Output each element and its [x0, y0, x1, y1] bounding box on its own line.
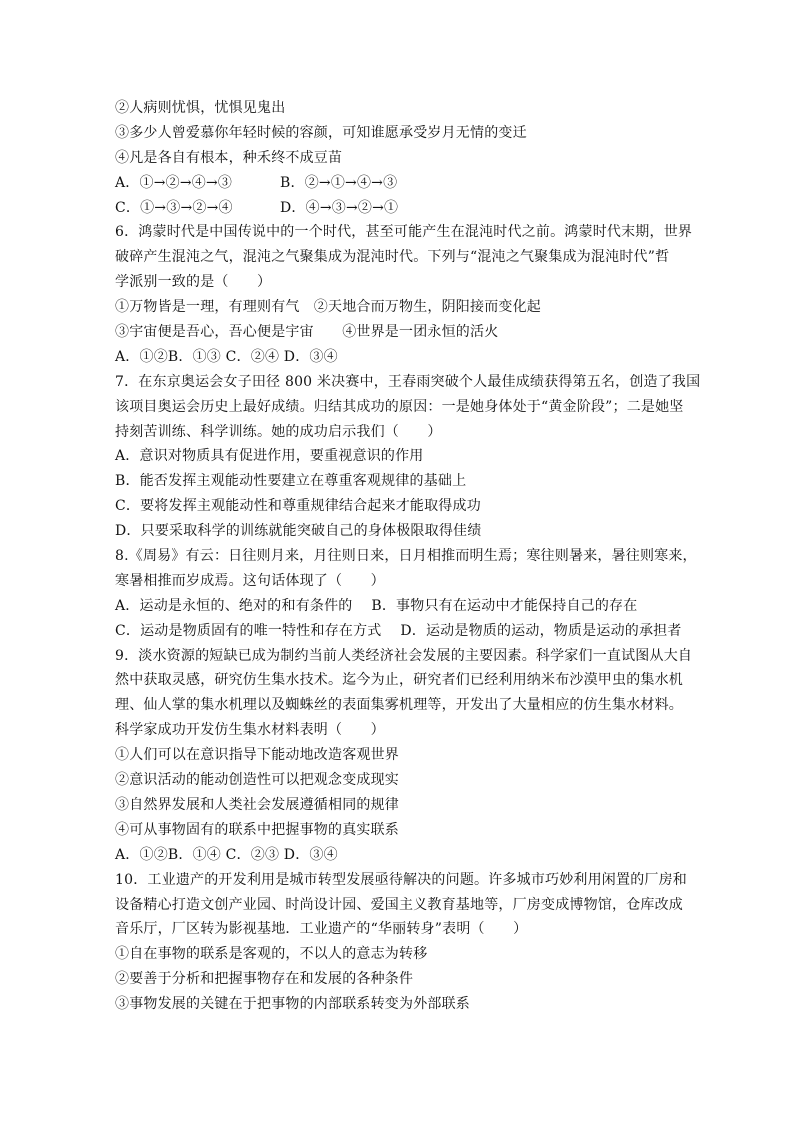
q5-option-b: B．②→①→④→③	[280, 174, 398, 191]
q7-option-a: A．意识对物质具有促进作用，要重视意识的作用	[115, 448, 424, 465]
q10-stem-line: 设备精心打造文创产业园、时尚设计园、爱国主义教育基地等，厂房变成博物馆，仓库改成	[115, 896, 683, 913]
q7-option-c: C．要将发挥主观能动性和尊重规律结合起来才能取得成功	[115, 498, 481, 515]
q10-item: ①自在事物的联系是客观的，不以人的意志为转移	[115, 946, 428, 963]
q10-stem-line: 音乐厅，厂区转为影视基地．工业遗产的“华丽转身”表明（ ）	[115, 921, 528, 938]
q8-stem-line: 8.《周易》有云：日往则月来，月往则日来，日月相推而明生焉；寒往则暑来，暑往则寒来，	[115, 548, 697, 565]
q9-stem-line: 9．淡水资源的短缺已成为制约当前人类经济社会发展的主要因素。科学家们一直试图从大自	[115, 647, 693, 664]
q7-stem-line: 7．在东京奥运会女子田径 800 米决赛中，王春雨突破个人最佳成绩获得第五名，创造了我国	[115, 373, 701, 390]
q6-stem-line: 6．鸿蒙时代是中国传说中的一个时代，甚至可能产生在混沌时代之前。鸿蒙时代末期，世界	[115, 224, 693, 241]
question-content	[115, 96, 701, 1017]
q9-item: ③自然界发展和人类社会发展遵循相同的规律	[115, 796, 399, 813]
q7-option-d: D．只要采取科学的训练就能突破自己的身体极限取得佳绩	[115, 523, 482, 540]
q6-stem-line: 破碎产生混沌之气，混沌之气聚集成为混沌时代。下列与“混沌之气聚集成为混沌时代”哲	[115, 249, 670, 266]
q7-stem-line: 持刻苦训练、科学训练。她的成功启示我们（ ）	[115, 423, 442, 440]
q5-item-4: ④凡是各自有根本，种禾终不成豆苗	[115, 149, 343, 166]
q7-option-b: B．能否发挥主观能动性要建立在尊重客观规律的基础上	[115, 473, 467, 490]
q9-stem-line: 科学家成功开发仿生集水材料表明（ ）	[115, 722, 385, 739]
q7-stem-line: 该项目奥运会历史上最好成绩。归结其成功的原因：一是她身体处于“黄金阶段”；二是她坚	[115, 398, 684, 415]
q8-options-ab: A．运动是永恒的、绝对的和有条件的 B．事物只有在运动中才能保持自己的存在	[115, 597, 638, 614]
q10-item: ②要善于分析和把握事物存在和发展的各种条件	[115, 971, 414, 988]
q8-stem-line: 寒暑相推而岁成焉。这句话体现了（ ）	[115, 572, 385, 589]
q10-item: ③事物发展的关键在于把事物的内部联系转变为外部联系	[115, 996, 470, 1013]
q5-item-3: ③多少人曾爱慕你年轻时候的容颜，可知谁愿承受岁月无情的变迁	[115, 124, 527, 141]
q5-option-d: D．④→③→②→①	[280, 199, 399, 216]
q9-item: ④可从事物固有的联系中把握事物的真实联系	[115, 821, 399, 838]
q6-item: ③宇宙便是吾心，吾心便是宇宙 ④世界是一团永恒的活火	[115, 324, 499, 341]
q5-option-c: C．①→③→②→④	[115, 199, 233, 216]
q9-options: A．①②B．①④ C．②③ D．③④	[115, 846, 338, 863]
q9-stem-line: 理、仙人掌的集水机理以及蜘蛛丝的表面集雾机理等，开发出了大量相应的仿生集水材料。	[115, 697, 683, 714]
q5-item-2: ②人病则忧惧，忧惧见鬼出	[115, 100, 286, 116]
q8-options-cd: C．运动是物质固有的唯一特性和存在方式 D．运动是物质的运动，物质是运动的承担者	[115, 622, 682, 639]
q9-item: ②意识活动的能动创造性可以把观念变成现实	[115, 772, 399, 789]
q6-options: A．①②B．①③ C．②④ D．③④	[115, 348, 338, 365]
q9-item: ①人们可以在意识指导下能动地改造客观世界	[115, 747, 399, 764]
q5-options-row-2	[115, 196, 685, 221]
q9-stem-line: 然中获取灵感，研究仿生集水技术。迄今为止，研究者们已经利用纳米布沙漠甲虫的集水机	[115, 672, 683, 689]
q6-stem-line: 学派别一致的是（ ）	[115, 274, 272, 291]
q5-options-row-1	[115, 171, 685, 196]
q5-option-a: A．①→②→④→③	[115, 174, 233, 191]
q6-item: ①万物皆是一理，有理则有气 ②天地合而万物生，阴阳接而变化起	[115, 299, 541, 316]
q10-stem-line: 10．工业遗产的开发利用是城市转型发展亟待解决的问题。许多城市巧妙利用闲置的厂房和	[115, 871, 688, 888]
